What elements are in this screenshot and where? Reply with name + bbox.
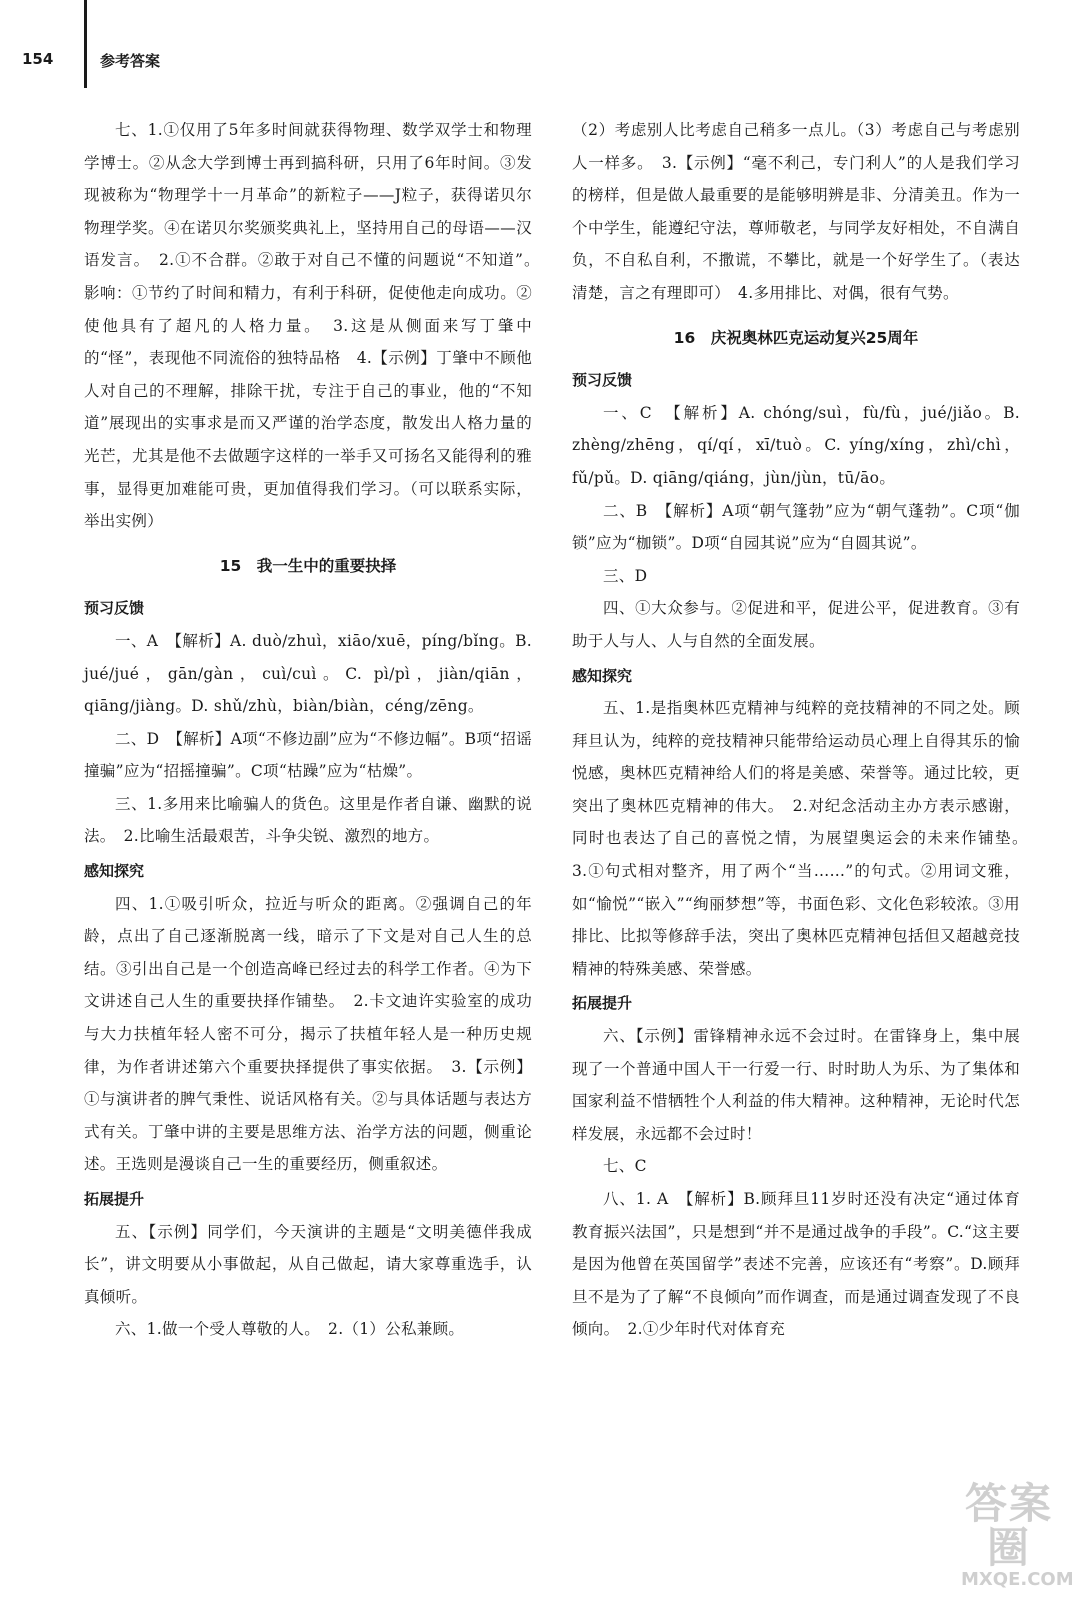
section-heading-explore: 感知探究 [84,862,145,881]
answer-16-q7: 七、C [603,1157,647,1176]
answer-15-q3: 三、1.多用来比喻骗人的货色。这里是作者自谦、幽默的说法。 2.比喻生活最艰苦，斗争尖锐、激烈的地方。 [84,794,532,846]
page-number: 154 [22,50,54,68]
watermark-glyph: 答案圈 [964,1479,1053,1572]
answer-16-q3: 三、D [603,566,648,585]
answer-16-q8: 八、1. A 【解析】B.顾拜旦11岁时还没有决定“通过体育教育振兴法国”，只是想到“并不是通过战争的手段”。C.“这主要是因为他曾在英国留学”表述不完善，应该还有“考察”。D.顾拜旦不是为了了解“不良倾向”而作调查，而是通过调查发现了不良倾向。 2.①少年时代对体育充 [572,1190,1020,1339]
section-heading-explore: 感知探究 [572,666,633,685]
left-column [84,114,548,1346]
answer-16-q2: 二、B 【解析】A项“朝气篷勃”应为“朝气蓬勃”。C项“伽锁”应为“枷锁”。D项“自园其说”应为“自圆其说”。 [572,501,1020,553]
lesson-15-title: 15 我一生中的重要抉择 [219,556,397,575]
section-heading-extend: 拓展提升 [572,994,633,1013]
answer-16-q1: 一、C 【解析】A. chóng/suì，fù/fù，jué/jiǎo。B. zhèng/zhēng，qí/qí，xī/tuò。C. yíng/xíng，zhì/chì，fǔ/pǔ。D. qiāng/qiáng，jùn/jùn，tū/āo。 [572,403,1020,487]
answer-16-q4: 四、①大众参与。②促进和平，促进公平，促进教育。③有助于人与人、人与自然的全面发展。 [572,599,1020,650]
right-column [572,114,1036,1346]
answer-15-q2: 二、D 【解析】A项“不修边副”应为“不修边幅”。B项“招谣撞骗”应为“招摇撞骗”。C项“枯躁”应为“枯燥”。 [84,729,532,781]
answer-16-q6: 六、【示例】雷锋精神永远不会过时。在雷锋身上，集中展现了一个普通中国人干一行爱一行、时时助人为乐、为了集体和国家利益不惜牺牲个人利益的伟大精神。这种精神，无论时代怎样发展，永远都不会过时！ [572,1027,1020,1143]
answer-15-q6-continued: （2）考虑别人比考虑自己稍多一点儿。（3）考虑自己与考虑别人一样多。 3.【示例】“毫不利己，专门利人”的人是我们学习的榜样，但是做人最重要的是能够明辨是非、分清美丑。作为一个中学生，能遵纪守法，尊师敬老，与同学友好相处，不自满自负，不自私自利，不撒谎，不攀比，就是一个好学生了。（表达清楚，言之有理即可） 4.多用排比、对偶，很有气势。 [572,121,1020,302]
section-heading-preview: 预习反馈 [84,599,145,618]
watermark-logo [961,1479,1074,1590]
answer-15-q1: 一、A 【解析】A. duò/zhuì，xiāo/xuē，píng/bǐng。B. jué/jué，gān/gàn，cuì/cuì。C. pì/pì，jiàn/qiān，qiāng/jiàng。D. shǔ/zhù，biàn/biàn，céng/zēng。 [84,631,532,716]
header-title: 参考答案 [100,52,161,70]
section-heading-extend: 拓展提升 [84,1190,145,1208]
answer-16-q5: 五、1.是指奥林匹克精神与纯粹的竞技精神的不同之处。顾拜旦认为，纯粹的竞技精神只能带给运动员心理上自得其乐的愉悦感，奥林匹克精神给人们的将是美感、荣誉等。通过比较，更突出了奥林匹克精神的伟大。 2.对纪念活动主办方表示感谢，同时也表达了自己的喜悦之情，为展望奥运会的未来作铺垫。 3.①句式相对整齐，用了两个“当……”的句式。②用词文雅，如“愉悦”“嵌入”“绚丽梦想”等，书面色彩、文化色彩较浓。③用排比、比拟等修辞手法，突出了奥林匹克精神包括但又超越竞技精神的特殊美感、荣誉感。 [572,699,1036,978]
answer-15-q4: 四、1.①吸引听众，拉近与听众的距离。②强调自己的年龄，点出了自己逐渐脱离一线，暗示了下文是对自己人生的总结。③引出自己是一个创造高峰已经过去的科学工作者。④为下文讲述自己人生的重要抉择作铺垫。 2.卡文迪许实验室的成功与大力扶植年轻人密不可分，揭示了扶植年轻人是一种历史规律，为作者讲述第六个重要抉择提供了事实依据。 3.【示例】①与演讲者的脾气秉性、说话风格有关。②与具体话题与表达方式有关。丁肇中讲的主要是思维方法、治学方法的问题，侧重论述。王选则是漫谈自己一生的重要经历，侧重叙述。 [84,894,532,1174]
section-heading-preview: 预习反馈 [572,371,633,390]
answer-lesson14-q7: 七、1.①仅用了5年多时间就获得物理、数学双学士和物理学博士。②从念大学到博士再到搞科研，只用了6年时间。③发现被称为“物理学十一月革命”的新粒子——J粒子，获得诺贝尔物理学奖。④在诺贝尔奖颁奖典礼上，坚持用自己的母语——汉语发言。 2.①不合群。②敢于对自己不懂的问题说“不知道”。 影响：①节约了时间和精力，有利于科研，促使他走向成功。②使他具有了超凡的人格力量。 3.这是从侧面来写丁肇中的“怪”，表现他不同流俗的独特品格 4.【示例】丁肇中不顾他人对自己的不理解，排除干扰，专注于自己的事业，他的“不知道”展现出的实事求是而又严谨的治学态度，散发出人格力量的光芒，尤其是他不去做题字这样的一举手又可扬名又能得利的雅事，显得更加难能可贵，更加值得我们学习。（可以联系实际，举出实例） [84,121,548,531]
answer-15-q6: 六、1.做一个受人尊敬的人。 2.（1）公私兼顾。 [115,1320,465,1339]
header-divider [84,0,87,88]
answer-15-q5: 五、【示例】同学们，今天演讲的主题是“文明美德伴我成长”，讲文明要从小事做起，从自己做起，请大家尊重选手，认真倾听。 [84,1222,532,1306]
lesson-16-title: 16 庆祝奥林匹克运动复兴25周年 [673,328,919,347]
watermark-url: MXQE.COM [961,1569,1074,1590]
